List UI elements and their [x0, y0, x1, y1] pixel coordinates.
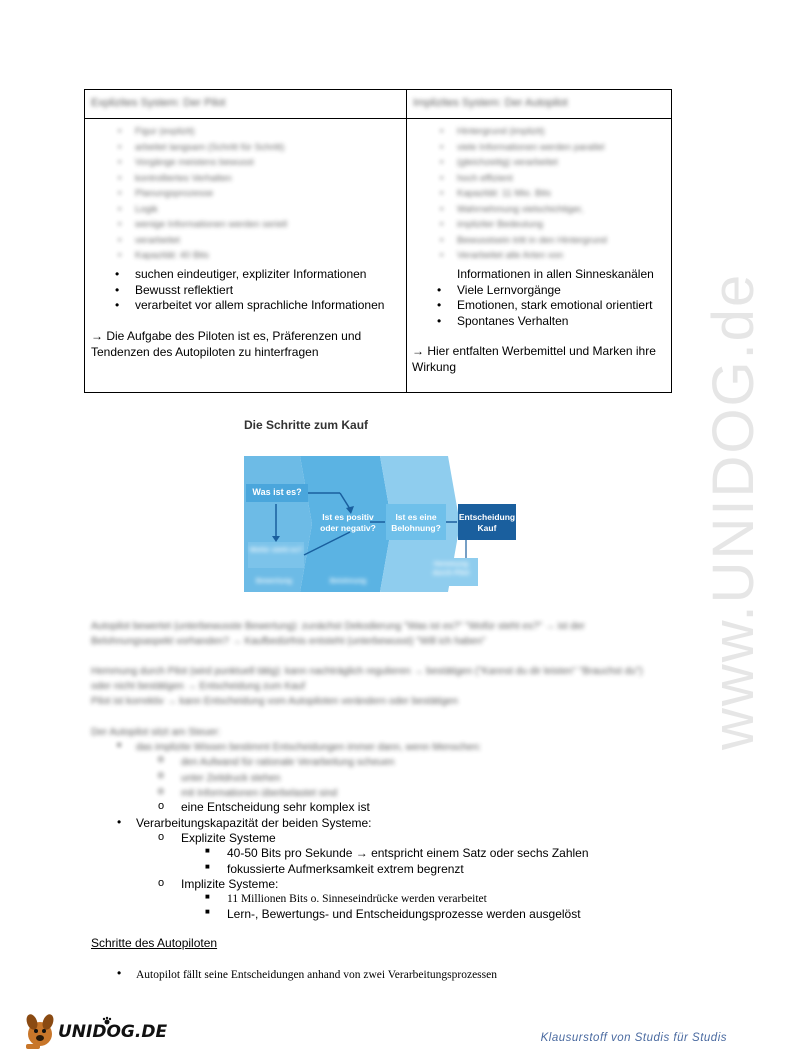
bullet-marker: ■: [205, 846, 210, 855]
list-item: • Figur (explizit): [85, 124, 406, 140]
diagram-label-positiv: Ist es positiv oder negativ?: [320, 512, 376, 533]
comparison-table: [84, 89, 672, 393]
sub-heading: Explizite Systeme: [181, 831, 276, 845]
sub-item: eine Entscheidung sehr komplex ist: [181, 800, 370, 814]
sub-heading: Implizite Systeme:: [181, 877, 279, 891]
list-item-continuation: • verarbeitet: [85, 233, 406, 249]
sub-item: unter Zeitdruck stehen: [181, 773, 281, 784]
list-item: • Hintergrund (implizit): [407, 124, 671, 140]
diagram-label-hemmung: Hemmung durch Pilot: [432, 561, 470, 577]
bullet-marker: o: [158, 800, 165, 812]
autopilot-note: → Hier entfalten Werbemittel und Marken ihre Wirkung: [412, 344, 656, 374]
box-wofuer: [248, 542, 304, 568]
list-item: • Logik: [85, 202, 406, 218]
paragraph: Pilot ist korrektiv → kann Entscheidung vom Autopiloten verändern oder bestätigen: [91, 696, 458, 707]
list-item: • Spontanes Verhalten: [407, 314, 671, 330]
autopilot-list: [407, 267, 671, 329]
diagram-label-bewertung: Bewertung: [255, 578, 293, 585]
bullet-marker: o: [158, 786, 164, 797]
logo-text: UNIDOG.DE: [58, 1022, 168, 1042]
dog-icon: [22, 1010, 56, 1050]
list-item: • verarbeitet vor allem sprachliche Informationen: [85, 298, 406, 314]
bullet-marker: •: [117, 815, 122, 829]
bullet-marker: •: [117, 966, 122, 980]
unidog-logo: [22, 1010, 168, 1050]
diagram-label-wofuer: Wofür steht es?: [249, 547, 303, 554]
footer-tagline: Klausurstoff von Studis für Studis: [540, 1032, 727, 1044]
list-item: • Verarbeitet alle Arten von: [407, 248, 671, 264]
watermark: [640, 272, 800, 750]
sub-item: den Aufwand für rationale Verarbeitung scheuen: [181, 757, 395, 768]
bullet-marker: ■: [205, 892, 210, 901]
bullet-marker: •: [117, 738, 122, 752]
list-item-continuation: Informationen in allen Sinneskanälen: [457, 267, 654, 281]
diagram-label-belohnung: Ist es eine Belohnung?: [391, 512, 441, 533]
list-item: • viele Informationen werden parallel: [407, 140, 671, 156]
bewertung-shape: [244, 456, 312, 592]
sub-sub-item: 40-50 Bits pro Sekunde → entspricht einem Satz oder sechs Zahlen: [227, 846, 589, 860]
heading: Der Autopilot sitzt am Steuer:: [91, 727, 221, 738]
list-item: • kontrolliertes Verhalten: [85, 171, 406, 187]
diagram-label-entscheidung: Entscheidung Kauf: [458, 512, 516, 533]
autopilot-blurred-list: [407, 124, 671, 264]
list-item: • Emotionen, stark emotional orientiert: [407, 298, 671, 314]
list-item: • hoch effizient: [407, 171, 671, 187]
diagram-title: Die Schritte zum Kauf: [244, 418, 369, 432]
list-item: • arbeitet langsam (Schritt für Schritt): [85, 140, 406, 156]
pilot-list: [85, 267, 406, 314]
list-item: • suchen eindeutiger, expliziter Informationen: [85, 267, 406, 283]
list-item: • Kapazität: 11 Mio. Bits: [407, 186, 671, 202]
bullet-marker: o: [158, 831, 165, 843]
list-item: • Kapazität: 40 Bits: [85, 248, 406, 264]
sub-item: mit Informationen überbelastet sind: [181, 788, 338, 799]
table-header-divider: [85, 118, 671, 119]
bullet-marker: o: [158, 754, 164, 765]
diagram-label-was-ist-es: Was ist es?: [252, 487, 302, 497]
list-item: • Bewusstsein tritt in den Hintergrund: [407, 233, 671, 249]
list-item-continuation: • impliziter Bedeutung: [407, 217, 671, 233]
list-item-continuation: • (gleichzeitig) verarbeitet: [407, 155, 671, 171]
pilot-note: → Die Aufgabe des Piloten ist es, Präferenzen und Tendenzen des Autopiloten zu hinterfragen: [91, 329, 362, 359]
list-item: • Wahrnehmung vielschichtiger,: [407, 202, 671, 218]
bullet-marker: ■: [205, 862, 210, 871]
diagram-label-belohnung-bottom: Belohnung: [329, 578, 367, 585]
section-heading: Schritte des Autopiloten: [91, 936, 218, 950]
sub-sub-item: 11 Millionen Bits o. Sinneseindrücke werden verarbeitet: [227, 893, 487, 905]
bullet-marker: o: [158, 877, 165, 889]
bullet-marker: ■: [205, 907, 210, 916]
list-item: • Bewusst reflektiert: [85, 283, 406, 299]
list-item: • Vorgänge meistens bewusst: [85, 155, 406, 171]
watermark-text: www.UNIDOG.de: [701, 272, 766, 750]
table-header-pilot: Explizites System: Der Pilot: [91, 97, 226, 109]
bullet-text: das implizite Wissen bestimmt Entscheidungen immer dann, wenn Menschen:: [136, 742, 482, 753]
list-item: • Viele Lernvorgänge: [407, 283, 671, 299]
bullet-text: Verarbeitungskapazität der beiden Systeme:: [136, 816, 372, 830]
purchase-steps-diagram: [240, 410, 530, 596]
paragraph: Hemmung durch Pilot (wird punktuell tätig): kann nachträglich regulieren → bestätigen ("Kannst du dir leisten" "Brauchst du") oder nicht bestätigen → Entscheidung zum Kauf: [91, 666, 643, 692]
list-item: • wenige Informationen werden seriell: [85, 217, 406, 233]
sub-sub-item: fokussierte Aufmerksamkeit extrem begrenzt: [227, 862, 464, 876]
paragraph: Autopilot bewertet (unterbewusste Bewertung): zunächst Dekodierung "Was ist es?" "Wofür steht es?" → ist der Belohnungsaspekt vorhanden? → Kaufbedürfnis entsteht (unterbewusst) "Will ich haben": [91, 621, 585, 647]
table-header-autopilot: Implizites System: Der Autopilot: [413, 97, 568, 109]
sub-sub-item: Lern-, Bewertungs- und Entscheidungsprozesse werden ausgelöst: [227, 907, 581, 921]
pilot-blurred-list: [85, 124, 406, 264]
bullet-marker: o: [158, 770, 164, 781]
list-item: • Planungsprozesse: [85, 186, 406, 202]
bullet-text: Autopilot fällt seine Entscheidungen anhand von zwei Verarbeitungsprozessen: [136, 969, 497, 981]
